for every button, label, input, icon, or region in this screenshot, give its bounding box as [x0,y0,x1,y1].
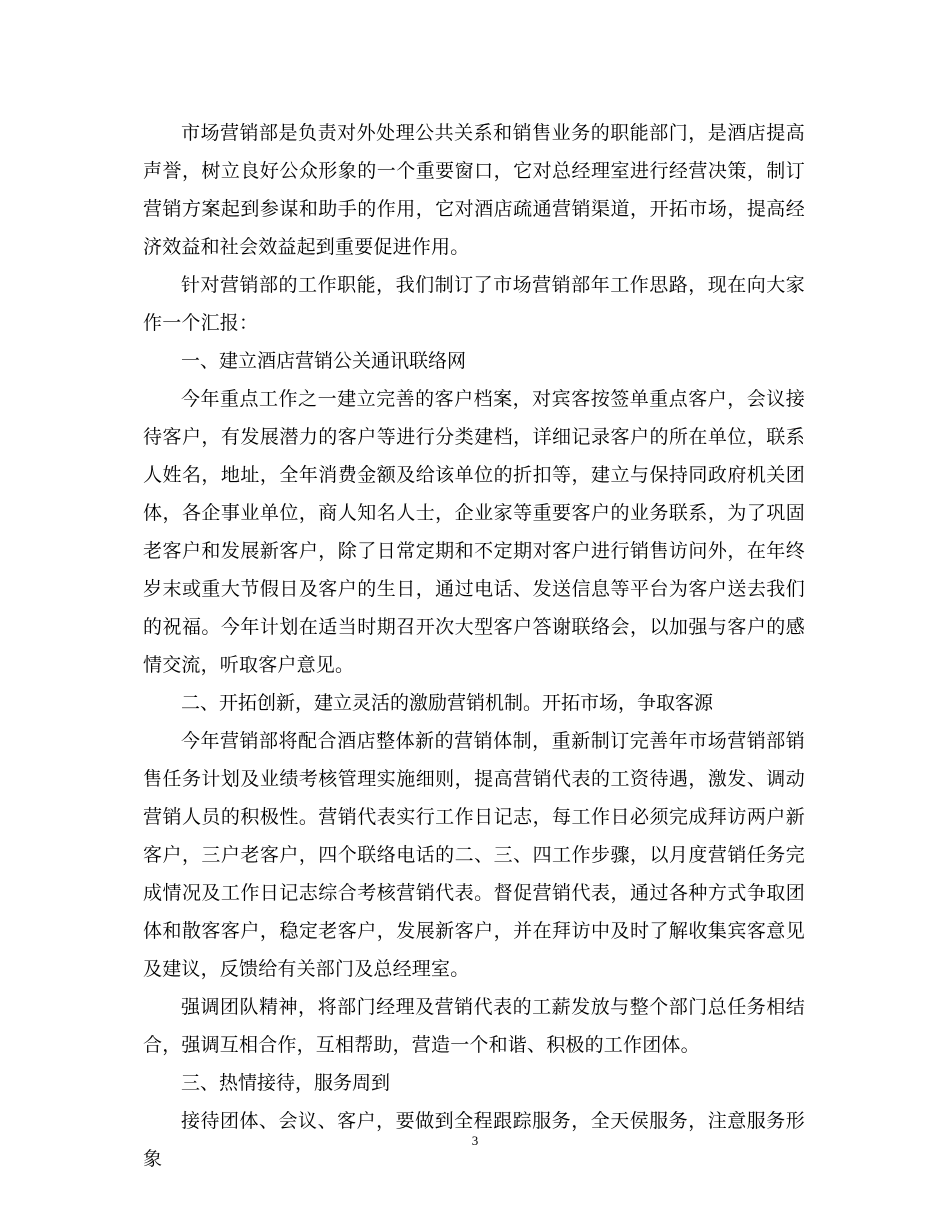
document-body [143,114,805,1178]
section-heading-3: 三、热情接待，服务周到 [181,1072,391,1094]
paragraph-section-3: 接待团体、会议、客户，要做到全程跟踪服务，全天侯服务，注意服务形象 [143,1110,805,1170]
section-heading-1: 一、建立酒店营销公关通讯联络网 [181,350,467,372]
paragraph-intro: 市场营销部是负责对外处理公共关系和销售业务的职能部门，是酒店提高声誉，树立良好公众形象的一个重要窗口，它对总经理室进行经营决策，制订营销方案起到参谋和助手的作用，它对酒店疏通营销渠道，开拓市场，提高经济效益和社会效益起到重要促进作用。 [143,122,805,258]
paragraph-summary: 针对营销部的工作职能，我们制订了市场营销部年工作思路，现在向大家作一个汇报： [143,274,805,334]
section-heading-2: 二、开拓创新，建立灵活的激励营销机制。开拓市场，争取客源 [181,692,714,714]
page-number: 3 [471,1133,479,1148]
paragraph-section-2: 今年营销部将配合酒店整体新的营销体制，重新制订完善年市场营销部销售任务计划及业绩考核管理实施细则，提高营销代表的工资待遇，激发、调动营销人员的积极性。营销代表实行工作日记志，每工作日必须完成拜访两户新客户，三户老客户，四个联络电话的二、三、四工作步骤，以月度营销任务完成情况及工作日记志综合考核营销代表。督促营销代表，通过各种方式争取团体和散客客户，稳定老客户，发展新客户，并在拜访中及时了解收集宾客意见及建议，反馈给有关部门及总经理室。 [143,730,805,980]
paragraph-team-spirit: 强调团队精神，将部门经理及营销代表的工薪发放与整个部门总任务相结合，强调互相合作，互相帮助，营造一个和谐、积极的工作团体。 [143,996,805,1056]
paragraph-section-1: 今年重点工作之一建立完善的客户档案，对宾客按签单重点客户，会议接待客户，有发展潜力的客户等进行分类建档，详细记录客户的所在单位，联系人姓名，地址，全年消费金额及给该单位的折扣等，建立与保持同政府机关团体，各企事业单位，商人知名人士，企业家等重要客户的业务联系，为了巩固老客户和发展新客户，除了日常定期和不定期对客户进行销售访问外，在年终岁末或重大节假日及客户的生日，通过电话、发送信息等平台为客户送去我们的祝福。今年计划在适当时期召开次大型客户答谢联络会，以加强与客户的感情交流，听取客户意见。 [143,388,805,676]
